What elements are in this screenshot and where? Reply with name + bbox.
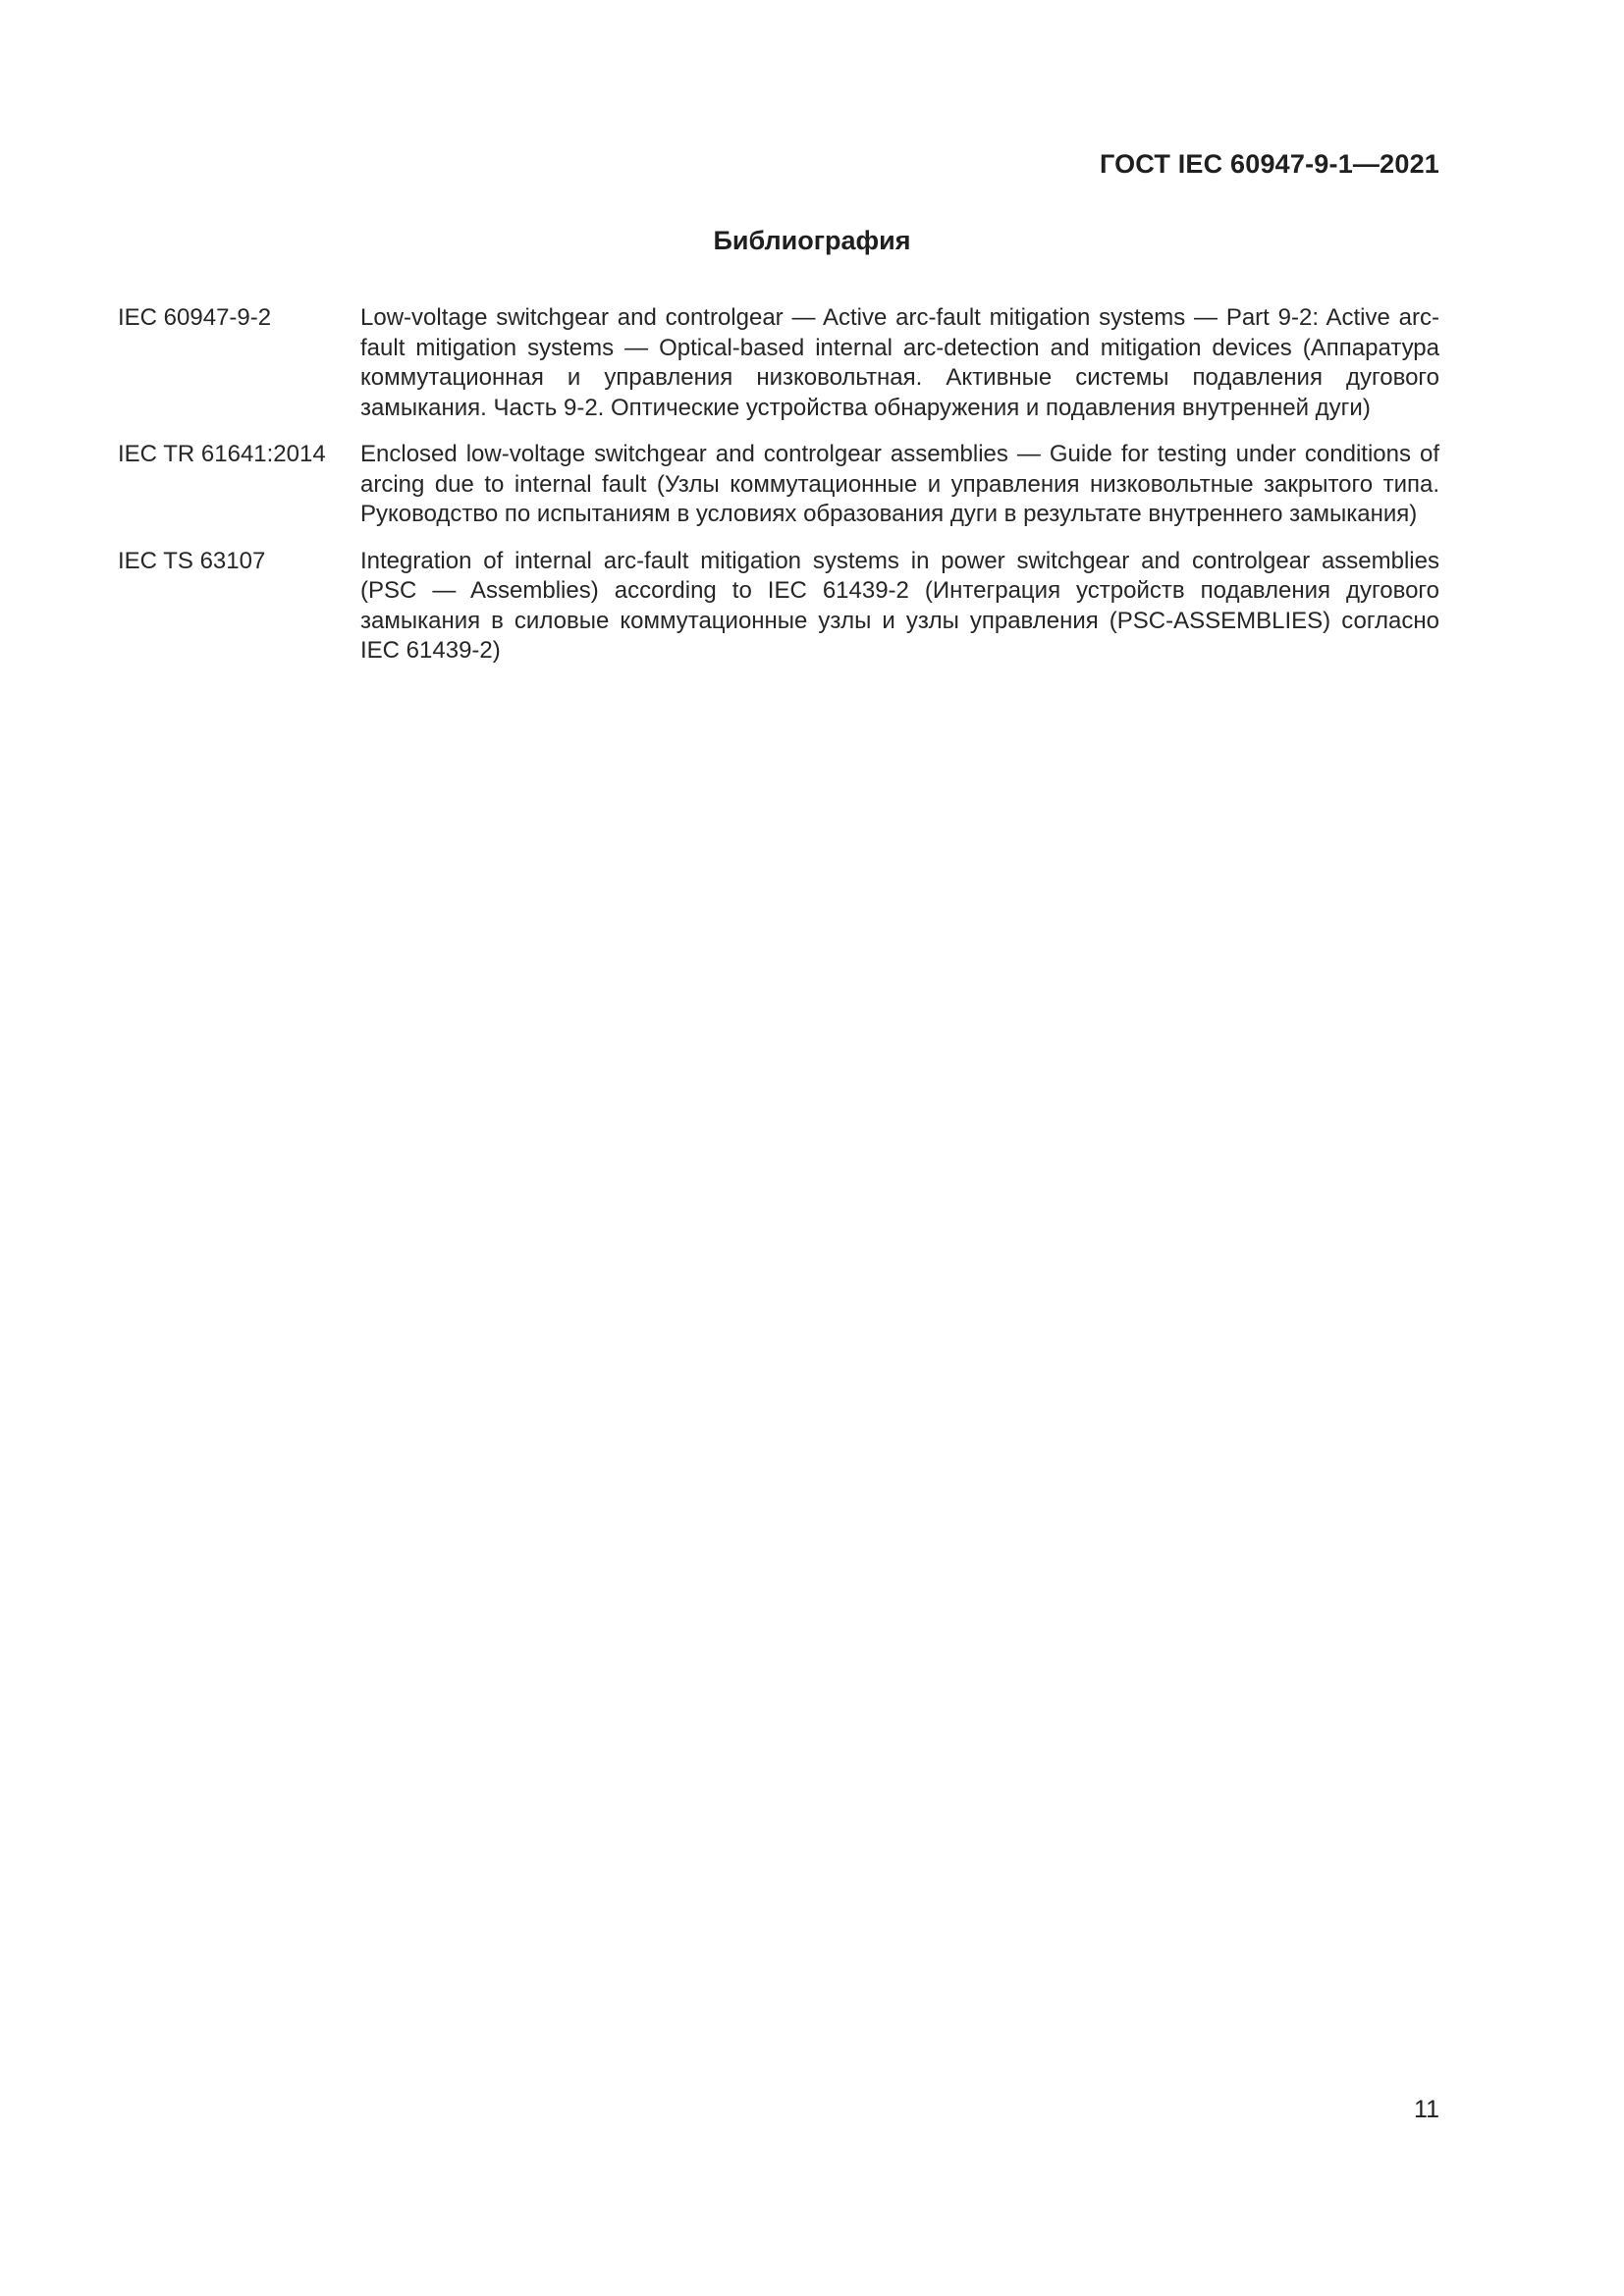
bibliography-entry	[118, 547, 1439, 667]
bibliography-title: Библиография	[713, 226, 911, 255]
bibliography-list	[118, 303, 1439, 683]
reference-description: Enclosed low-voltage switchgear and controlgear assemblies — Guide for testing under conditions of arcing due to internal fault (Узлы коммутационные и управления низковольтные закрытого типа. Руководство по испытаниям в условиях образования дуги в результате внутреннего замыкания)	[360, 441, 1439, 527]
bibliography-entry	[118, 440, 1439, 530]
reference-description: Low-voltage switchgear and controlgear — Active arc-fault mitigation systems — Part 9-2: Active arc-fault mitigation systems — Optical-based internal arc-detection and mitigation devices (Аппаратура коммутационная и управления низковольтная. Активные системы подавления дугового замыкания. Часть 9-2. Оптические устройства обнаружения и подавления внутренней дуги)	[360, 304, 1439, 421]
standard-header: ГОСТ IEC 60947-9-1—2021	[1099, 149, 1439, 179]
reference-code: IEC TS 63107	[118, 547, 266, 574]
reference-code: IEC 60947-9-2	[118, 304, 272, 331]
bibliography-entry	[118, 303, 1439, 423]
page-number: 11	[1414, 2096, 1439, 2123]
reference-code: IEC TR 61641:2014	[118, 441, 326, 467]
reference-description: Integration of internal arc-fault mitigation systems in power switchgear and controlgear assemblies (PSC — Assemblies) according to IEC 61439-2 (Интеграция устройств подавления дугового замыкания в силовые коммутационные узлы и узлы управления (PSC-ASSEMBLIES) согласно IEC 61439-2)	[360, 547, 1439, 664]
